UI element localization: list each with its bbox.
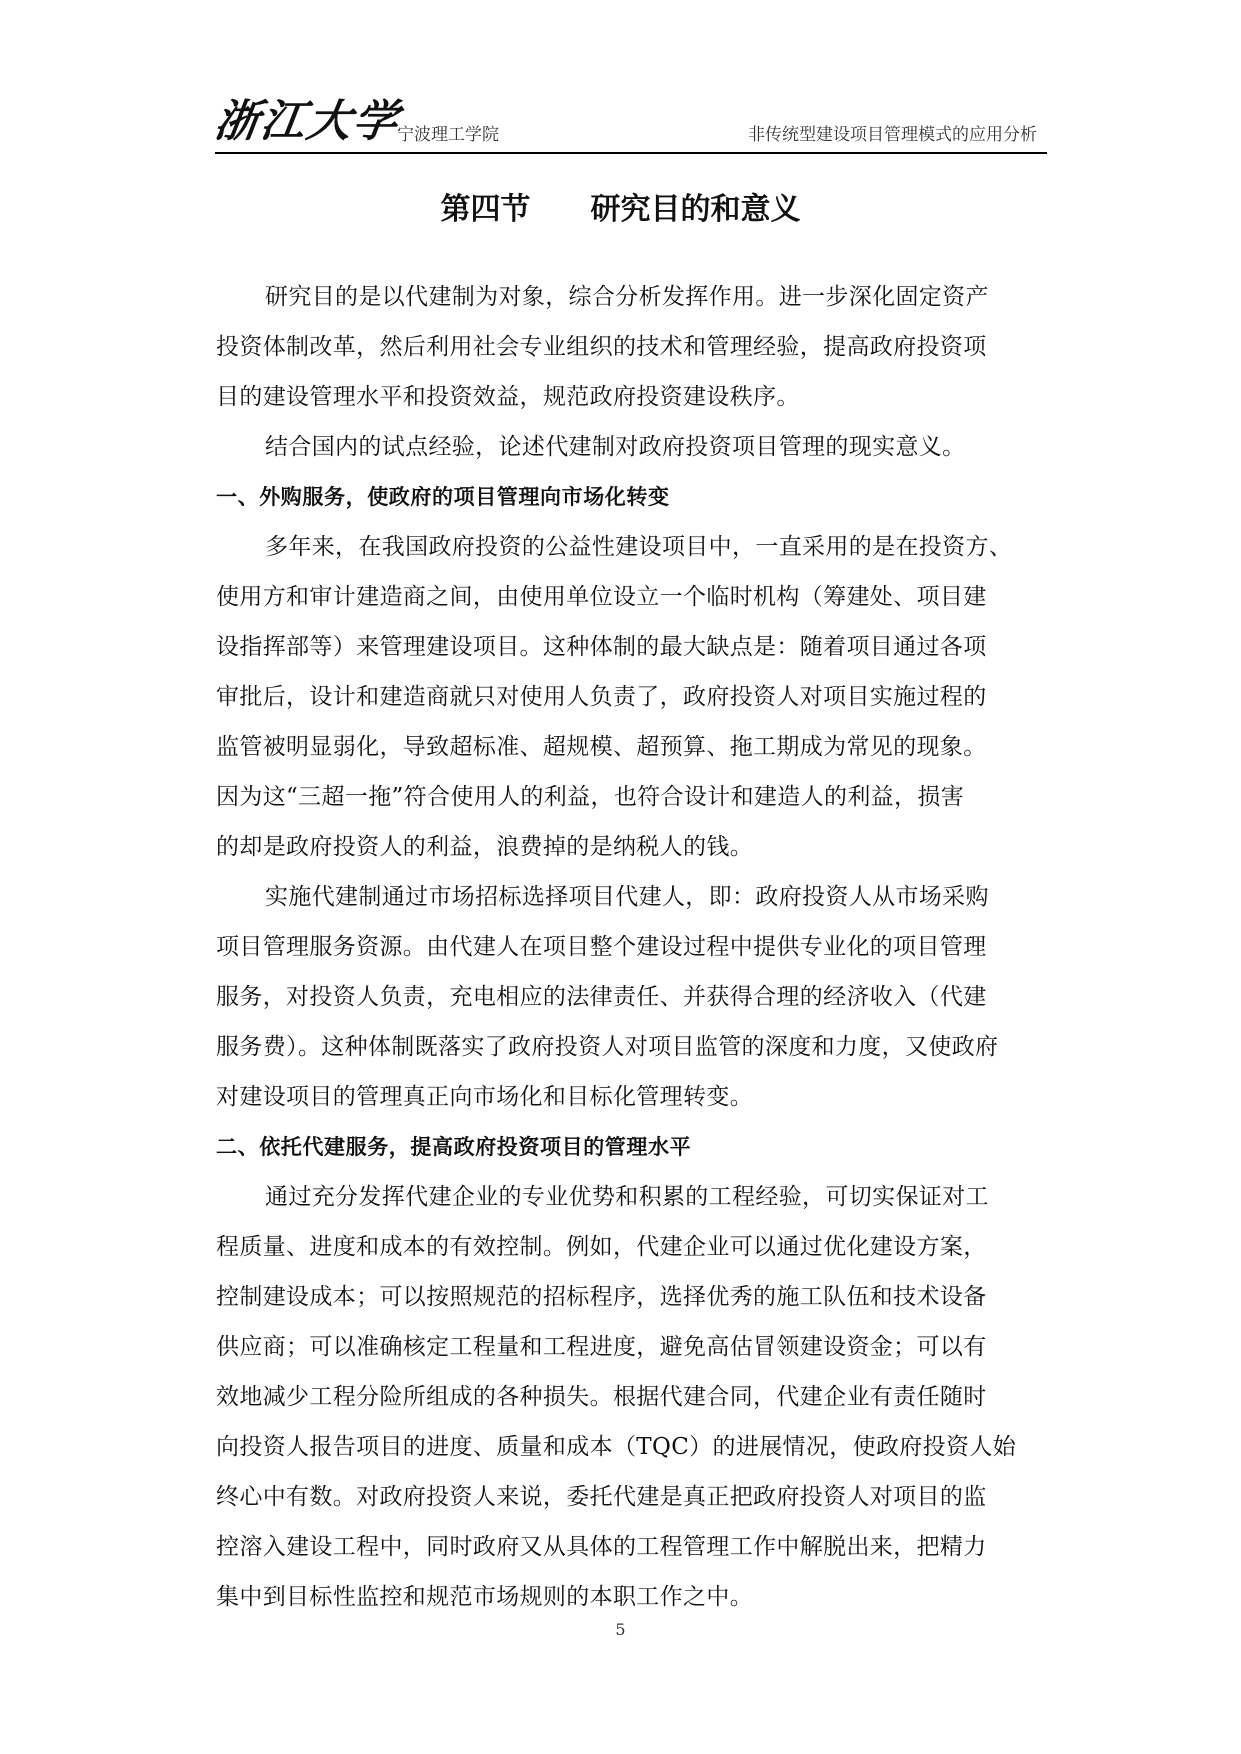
text-line: 研究目的是以代建制为对象，综合分析发挥作用。进一步深化固定资产 xyxy=(265,284,989,310)
text-line: 供应商；可以准确核定工程量和工程进度，避免高估冒领建设资金；可以有 xyxy=(216,1334,987,1360)
text-line: 投资体制改革，然后利用社会专业组织的技术和管理经验，提高政府投资项 xyxy=(216,334,987,360)
page-number: 5 xyxy=(615,1620,626,1639)
text-line: 实施代建制通过市场招标选择项目代建人，即：政府投资人从市场采购 xyxy=(265,884,989,910)
subsection-heading: 二、依托代建服务，提高政府投资项目的管理水平 xyxy=(216,1135,692,1159)
text-line: 集中到目标性监控和规范市场规则的本职工作之中。 xyxy=(216,1584,754,1610)
text-line: 目的建设管理水平和投资效益，规范政府投资建设秩序。 xyxy=(216,384,800,410)
text-line: 设指挥部等）来管理建设项目。这种体制的最大缺点是：随着项目通过各项 xyxy=(216,634,987,660)
text-line: 审批后，设计和建造商就只对使用人负责了，政府投资人对项目实施过程的 xyxy=(216,684,987,710)
text-line: 对建设项目的管理真正向市场化和目标化管理转变。 xyxy=(216,1084,754,1110)
text-line: 的却是政府投资人的利益，浪费掉的是纳税人的钱。 xyxy=(216,834,754,860)
body-text xyxy=(216,272,1048,1622)
text-line: 终心中有数。对政府投资人来说，委托代建是真正把政府投资人对项目的监 xyxy=(216,1484,987,1510)
document-title: 非传统型建设项目管理模式的应用分析 xyxy=(748,125,1037,145)
text-line: 使用方和审计建造商之间，由使用单位设立一个临时机构（筹建处、项目建 xyxy=(216,584,987,610)
text-line: 向投资人报告项目的进度、质量和成本（TQC）的进展情况，使政府投资人始 xyxy=(216,1434,1017,1460)
subsection-heading: 一、外购服务，使政府的项目管理向市场化转变 xyxy=(216,485,670,509)
university-logo: 浙江大学 xyxy=(211,96,403,147)
text-line: 项目管理服务资源。由代建人在项目整个建设过程中提供专业化的项目管理 xyxy=(216,934,987,960)
text-line: 服务费）。这种体制既落实了政府投资人对项目监管的深度和力度，又使政府 xyxy=(216,1034,999,1060)
text-line: 控制建设成本；可以按照规范的招标程序，选择优秀的施工队伍和技术设备 xyxy=(216,1284,987,1310)
text-line: 服务，对投资人负责，充电相应的法律责任、并获得合理的经济收入（代建 xyxy=(216,984,987,1010)
page-header xyxy=(211,88,1047,154)
text-line: 通过充分发挥代建企业的专业优势和积累的工程经验，可切实保证对工 xyxy=(265,1184,989,1210)
text-line: 程质量、进度和成本的有效控制。例如，代建企业可以通过优化建设方案， xyxy=(216,1234,987,1260)
text-line: 因为这“三超一拖”符合使用人的利益，也符合设计和建造人的利益，损害 xyxy=(216,784,965,810)
section-title: 第四节 研究目的和意义 xyxy=(440,192,801,227)
text-line: 结合国内的试点经验，论述代建制对政府投资项目管理的现实意义。 xyxy=(265,434,966,460)
text-line: 多年来，在我国政府投资的公益性建设项目中，一直采用的是在投资方、 xyxy=(265,534,1013,560)
text-line: 效地减少工程分险所组成的各种损失。根据代建合同，代建企业有责任随时 xyxy=(216,1384,987,1410)
text-line: 监管被明显弱化，导致超标准、超规模、超预算、拖工期成为常见的现象。 xyxy=(216,734,987,760)
school-name: 宁波理工学院 xyxy=(397,125,499,145)
text-line: 控溶入建设工程中，同时政府又从具体的工程管理工作中解脱出来，把精力 xyxy=(216,1534,987,1560)
